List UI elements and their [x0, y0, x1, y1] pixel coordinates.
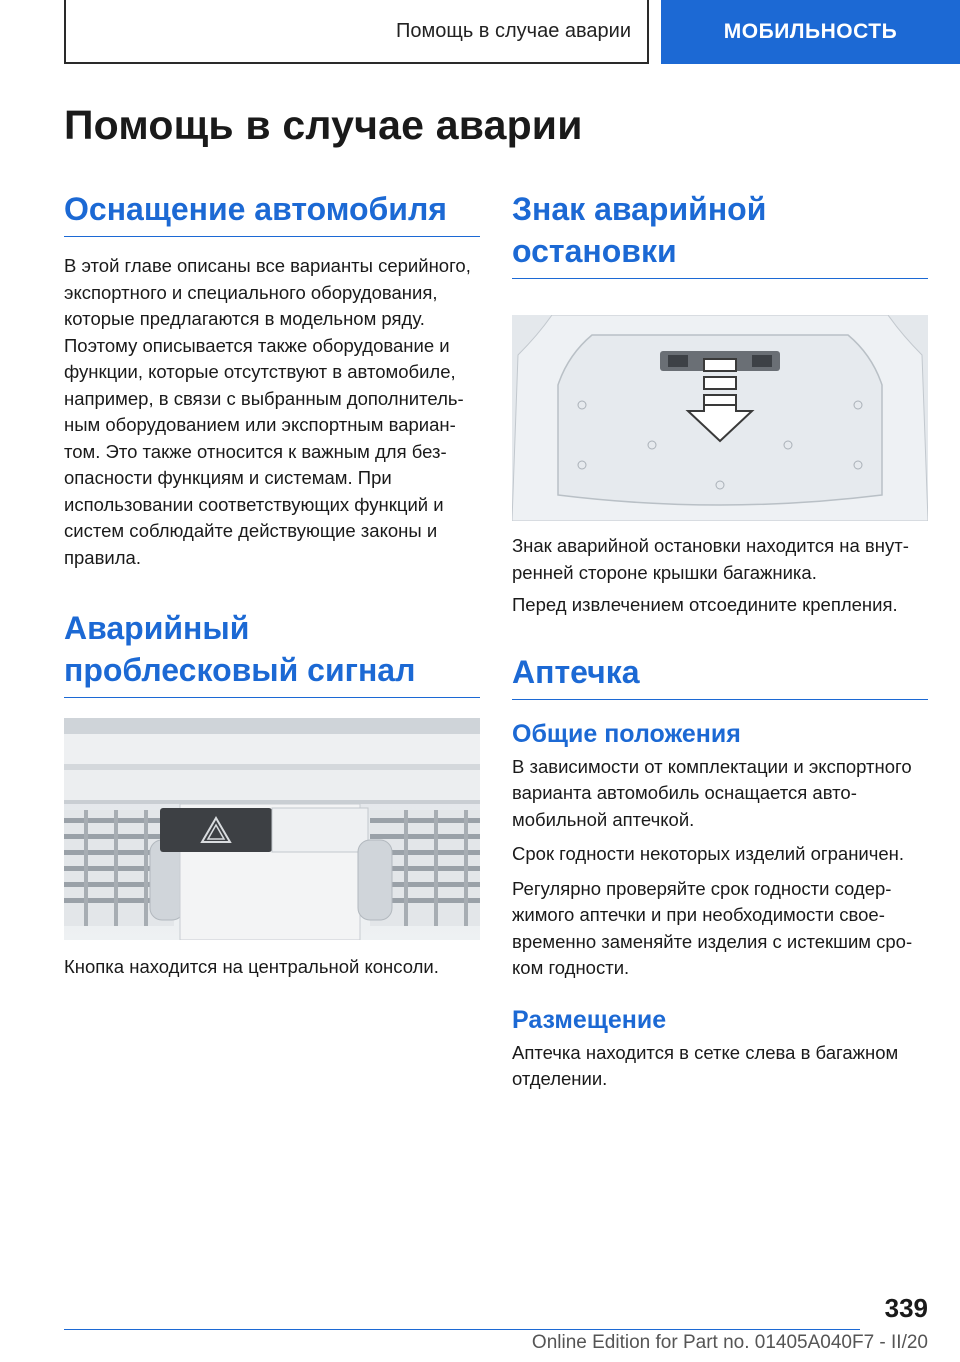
- placement-text: Аптечка находится в сетке слева в багажном отделении.: [512, 1041, 899, 1089]
- hazard-button-figure: [64, 718, 480, 940]
- placement-heading: Размещение: [512, 1005, 667, 1034]
- warning-triangle-figure: [512, 315, 928, 521]
- general-text-1: В зависимости от комплектации и экспортного варианта автомобиль оснащается автомобильной аптечкой.: [512, 755, 912, 830]
- header-section-title-text: Помощь в случае аварии: [396, 19, 631, 42]
- triangle-caption-2: Перед извлечением отсоедините крепления.: [512, 594, 898, 615]
- page-title: Помощь в случае аварии: [64, 102, 583, 148]
- general-text-3: Регулярно проверяйте срок годности содержимого аптечки и при необходимости своевременно заменяйте изделия с истекшим сроком годности.: [512, 877, 913, 978]
- right-air-vent: [358, 810, 480, 926]
- triangle-heading: Знак аварийной остановки: [512, 188, 928, 279]
- general-text-2: Срок годности некоторых изделий ограничен.: [512, 843, 905, 864]
- trunk-lid-illustration: [512, 315, 928, 521]
- triangle-caption-1: Знак аварийной остановки находится на внутренней стороне крышки багажника.: [512, 535, 909, 583]
- page-number: 339: [884, 1293, 928, 1323]
- footer-divider: [64, 1329, 860, 1330]
- footer-edition: Online Edition for Part no. 01405A040F7 - II/20: [531, 1332, 928, 1353]
- header-chapter-tab[interactable]: [661, 0, 960, 64]
- hazard-heading: Аварийный проблесковый сигнал: [64, 607, 480, 698]
- hazard-caption: Кнопка находится на центральной консоли.: [64, 956, 439, 977]
- left-column: [64, 188, 480, 981]
- hazard-button: [160, 808, 272, 852]
- general-heading: Общие положения: [512, 719, 741, 748]
- header-chapter-text: МОБИЛЬНОСТЬ: [723, 20, 898, 43]
- right-column: [512, 188, 928, 1093]
- header-section-title: [64, 0, 649, 64]
- equipment-heading: Оснащение автомобиля: [64, 188, 480, 237]
- hazard-console-illustration: [64, 718, 480, 940]
- equipment-text: В этой главе описаны все варианты серийного, экспортного и специального оборудования, которые предлагаются в модельном ряду. Поэтому описывается также оборудование и функции, которые отсутствуют в автомобиле, например, в связи с выбранным дополнительным оборудованием или экспортным вариантом. Это также относится к важным для безопасности функциям и системам. При использовании соответствующих функций и систем соблюдайте действующие законы и правила.: [64, 255, 471, 568]
- first-aid-heading: Аптечка: [512, 651, 928, 700]
